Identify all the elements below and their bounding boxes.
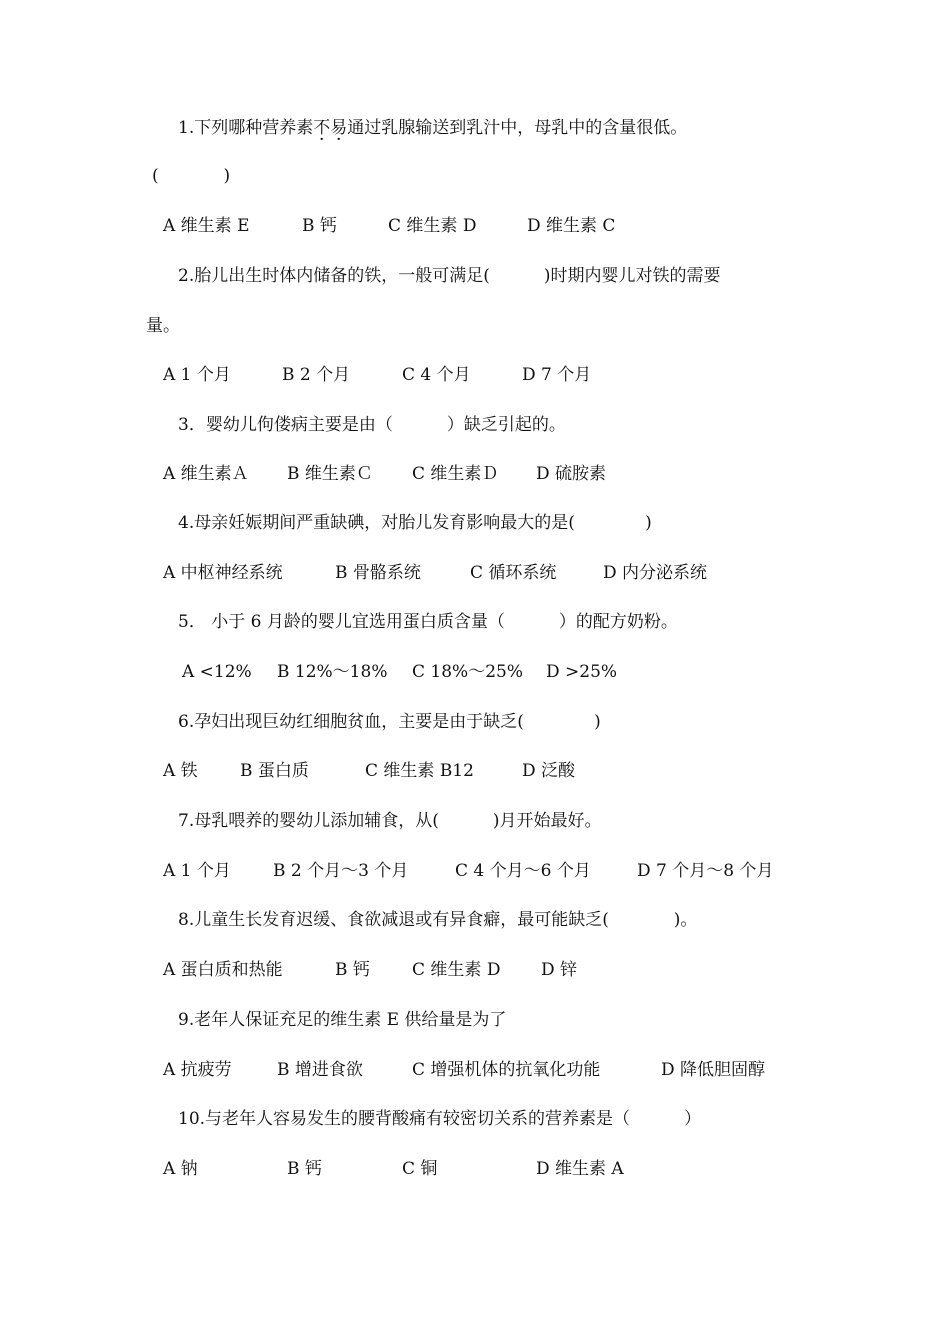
option-d: D >25% bbox=[546, 662, 618, 682]
option-a: A 维生素 E bbox=[163, 216, 250, 236]
option-b: B 2 个月 bbox=[282, 365, 351, 385]
option-b: B 12%～18% bbox=[277, 662, 388, 682]
option-a: A 蛋白质和热能 bbox=[163, 960, 283, 980]
option-d: D 泛酸 bbox=[522, 761, 576, 781]
question-2-stem: 2.胎儿出生时体内储备的铁，一般可满足( )时期内婴儿对铁的需要 bbox=[178, 266, 721, 286]
emphasis-mark: 易 bbox=[330, 118, 348, 138]
option-c: C 维生素Ｄ bbox=[412, 464, 499, 484]
option-c: C 18%～25% bbox=[412, 662, 523, 682]
question-1-blank: ( ) bbox=[152, 166, 231, 186]
option-c: C 维生素 B12 bbox=[365, 761, 474, 781]
question-8-stem: 8.儿童生长发育迟缓、食欲减退或有异食癖，最可能缺乏( )。 bbox=[178, 910, 698, 930]
option-d: D 锌 bbox=[541, 960, 578, 980]
option-b: B 钙 bbox=[302, 216, 337, 236]
option-c: C 循环系统 bbox=[470, 563, 557, 583]
option-c: C 维生素 D bbox=[412, 960, 501, 980]
option-b: B 维生素Ｃ bbox=[287, 464, 373, 484]
option-a: A 1 个月 bbox=[163, 365, 231, 385]
question-2-stem-cont: 量。 bbox=[146, 316, 180, 336]
option-d: D 硫胺素 bbox=[536, 464, 607, 484]
question-1-stem: 1.下列哪种营养素不易通过乳腺输送到乳汁中，母乳中的含量很低。 bbox=[178, 118, 688, 138]
option-c: C 铜 bbox=[402, 1159, 438, 1179]
option-a: A 维生素Ａ bbox=[163, 464, 249, 484]
option-d: D 内分泌系统 bbox=[603, 563, 708, 583]
option-d: D 7 个月 bbox=[522, 365, 592, 385]
question-9-stem: 9.老年人保证充足的维生素 E 供给量是为了 bbox=[178, 1010, 507, 1030]
option-c: C 4 个月 bbox=[402, 365, 471, 385]
question-10-stem: 10.与老年人容易发生的腰背酸痛有较密切关系的营养素是（ ） bbox=[178, 1109, 702, 1129]
option-d: D 维生素 A bbox=[536, 1159, 624, 1179]
option-a: A 铁 bbox=[163, 761, 198, 781]
option-b: B 增进食欲 bbox=[277, 1060, 363, 1080]
option-a: A 1 个月 bbox=[163, 861, 231, 881]
question-7-stem: 7.母乳喂养的婴幼儿添加辅食，从( )月开始最好。 bbox=[178, 811, 602, 831]
option-b: B 钙 bbox=[335, 960, 370, 980]
option-d: D 降低胆固醇 bbox=[661, 1060, 766, 1080]
emphasis-mark: 不 bbox=[313, 118, 331, 138]
option-d: D 7 个月～8 个月 bbox=[637, 861, 774, 881]
option-c: C 维生素 D bbox=[388, 216, 477, 236]
option-a: A 抗疲劳 bbox=[163, 1060, 232, 1080]
question-3-stem: 3．婴幼儿佝偻病主要是由（ ）缺乏引起的。 bbox=[178, 415, 566, 435]
option-b: B 钙 bbox=[287, 1159, 322, 1179]
option-a: A 中枢神经系统 bbox=[163, 563, 283, 583]
option-c: C 4 个月～6 个月 bbox=[455, 861, 591, 881]
option-b: B 骨骼系统 bbox=[335, 563, 421, 583]
option-a: A <12% bbox=[182, 662, 252, 682]
option-c: C 增强机体的抗氧化功能 bbox=[412, 1060, 601, 1080]
question-4-stem: 4.母亲妊娠期间严重缺碘，对胎儿发育影响最大的是( ) bbox=[178, 513, 652, 533]
question-6-stem: 6.孕妇出现巨幼红细胞贫血，主要是由于缺乏( ) bbox=[178, 712, 601, 732]
option-b: B 2 个月～3 个月 bbox=[273, 861, 409, 881]
option-a: A 钠 bbox=[163, 1159, 198, 1179]
option-b: B 蛋白质 bbox=[240, 761, 309, 781]
question-5-stem: 5． 小于 6 月龄的婴儿宜选用蛋白质含量（ ）的配方奶粉。 bbox=[178, 612, 678, 632]
option-d: D 维生素 C bbox=[527, 216, 616, 236]
